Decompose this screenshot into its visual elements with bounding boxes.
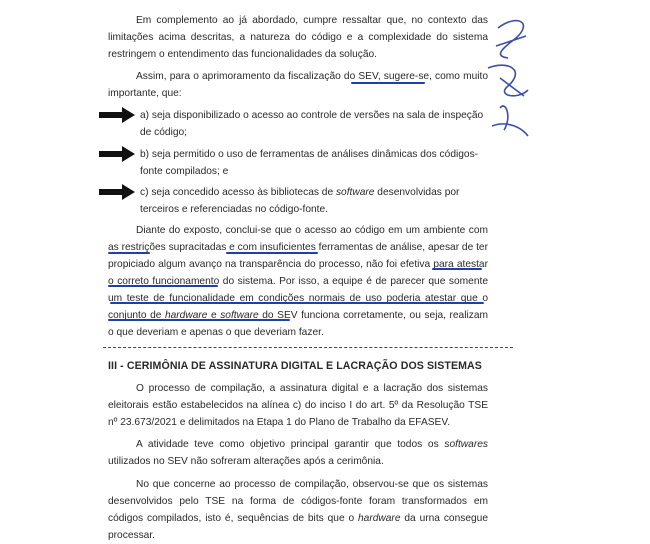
section-heading: III - CERIMÔNIA DE ASSINATURA DIGITAL E LACRAÇÃO DOS SISTEMAS [108, 360, 482, 372]
paragraph-conclusion: Diante do exposto, conclui-se que o acesso ao código em um ambiente com as restrições supracitadas e com insuficientes ferramentas de análise, apesar de ter propiciado algum avanço na transparência do processo, não foi efetiva para atestar o correto funcionamento do sistema. Por isso, a equipe é de parecer que somente um teste de funcionalidade em condições normais de uso poderia atestar que o conjunto de hardware e software do SEV funciona corretamente, ou seja, realizam o que deveriam e apenas o que deveriam fazer. [108, 225, 488, 338]
paragraph-compilation: O processo de compilação, a assinatura digital e a lacração dos sistemas eleitorais estão estabelecidos na alínea c) do inciso I do art. 5º da Resolução TSE nº 23.673/2021 e delimitados na Etapa 1 do Plano de Trabalho da EFASEV. [108, 383, 488, 428]
list-item-c: c) seja concedido acesso às bibliotecas de software desenvolvidas por terceiros e referenciadas no código-fonte. [140, 187, 460, 215]
arrow-right-icon [98, 183, 136, 201]
pen-underline [110, 302, 484, 304]
pen-underline [108, 285, 218, 287]
paragraph-2: Assim, para o aprimoramento da fiscalização do SEV, sugere-se, como muito importante, que: [108, 71, 488, 99]
list-item-b: b) seja permitido o uso de ferramentas de análises dinâmicas dos códigos-fonte compilados; e [140, 149, 479, 177]
paragraph-objective: A atividade teve como objetivo principal garantir que todos os softwares utilizados no SEV não sofreram alterações após a cerimônia. [108, 439, 488, 467]
pen-underline [351, 82, 425, 84]
section-divider [103, 347, 513, 348]
paragraph-1: Em complemento ao já abordado, cumpre ressaltar que, no contexto das limitações acima descritas, a natureza do código e a complexidade do sistema restringem o entendimento das funcionalidades da solução. [108, 15, 488, 60]
pen-underline [226, 252, 318, 254]
paragraph-process: No que concerne ao processo de compilação, observou-se que os sistemas desenvolvidos pelo TSE na forma de códigos-fonte foram transformados em códigos compilados, isto é, sequências de bits que o hardware da urna consegue processar. [108, 479, 489, 541]
arrow-right-icon [98, 145, 136, 163]
arrow-right-icon [98, 106, 136, 124]
list-item-a: a) seja disponibilizado o acesso ao controle de versões na sala de inspeção de código; [140, 110, 484, 138]
pen-underline [432, 268, 482, 270]
pen-underline [108, 252, 150, 254]
pen-underline [108, 319, 290, 321]
